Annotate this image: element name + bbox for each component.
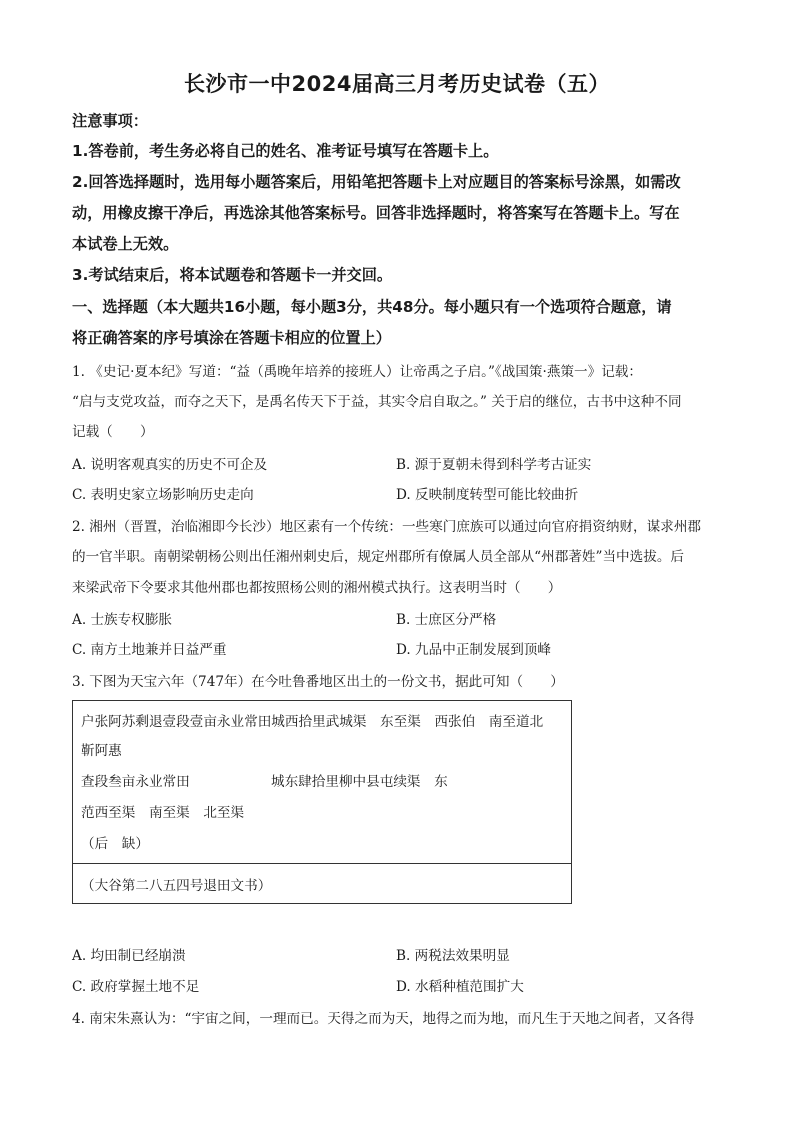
question-2-option-a: A. 士族专权膨胀 (72, 612, 173, 628)
question-1-option-d: D. 反映制度转型可能比较曲折 (396, 487, 579, 503)
question-2-line-3: 来梁武帝下令要求其他州郡也都按照杨公则的湘州模式执行。这表明当时（ ） (72, 580, 562, 596)
question-3-option-a: A. 均田制已经崩溃 (72, 948, 186, 964)
section-heading-line-2: 将正确答案的序号填涂在答题卡相应的位置上） (72, 329, 391, 347)
notice-heading: 注意事项： (72, 112, 148, 130)
question-1-line-3: 记载（ ） (72, 424, 154, 440)
question-4-line-1: 4. 南宋朱熹认为：“宇宙之间，一理而已。天得之而为天，地得之而为地，而凡生于天地之间者，又各得 (72, 1011, 695, 1027)
section-heading-line-1: 一、选择题（本大题共16小题，每小题3分，共48分。每小题只有一个选项符合题意，请 (72, 298, 672, 316)
question-2-line-1: 2. 湘州（晋置，治临湘即今长沙）地区素有一个传统：一些寒门庶族可以通过向官府捐资纳财，谋求州郡 (72, 519, 702, 535)
question-2-option-b: B. 士庶区分严格 (396, 612, 497, 628)
notice-item-2-line-3: 本试卷上无效。 (72, 235, 179, 253)
document-excerpt-box (72, 700, 572, 904)
question-1-line-2: “启与支党攻益，而夺之天下，是禹名传天下于益，其实令启自取之。” 关于启的继位，古书中这种不同 (72, 394, 682, 410)
notice-item-2-line-1: 2.回答选择题时，选用每小题答案后，用铅笔把答题卡上对应题目的答案标号涂黑，如需改 (72, 173, 681, 191)
document-row-5: （后 缺） (81, 836, 149, 852)
question-1-option-c: C. 表明史家立场影响历史走向 (72, 487, 254, 503)
document-row-3a: 查段叁亩永业常田 (81, 774, 190, 790)
question-3-option-d: D. 水稻种植范围扩大 (396, 979, 524, 995)
question-2-option-d: D. 九品中正制发展到顶峰 (396, 642, 551, 658)
question-1-option-b: B. 源于夏朝未得到科学考古证实 (396, 457, 592, 473)
document-row-2: 靳阿惠 (81, 743, 122, 759)
document-caption: （大谷第二八五四号退田文书） (81, 878, 272, 894)
document-row-1: 户张阿苏剩退壹段壹亩永业常田城西拾里武城渠 东至渠 西张伯 南至道北 (81, 714, 544, 730)
document-row-3b: 城东肆拾里柳中县屯续渠 东 (271, 774, 448, 790)
question-1-option-a: A. 说明客观真实的历史不可企及 (72, 457, 268, 473)
question-3-option-b: B. 两税法效果明显 (396, 948, 510, 964)
question-3-line-1: 3. 下图为天宝六年（747年）在今吐鲁番地区出土的一份文书，据此可知（ ） (72, 674, 564, 690)
notice-item-2-line-2: 动，用橡皮擦干净后，再选涂其他答案标号。回答非选择题时，将答案写在答题卡上。写在 (72, 204, 680, 222)
notice-item-3: 3.考试结束后，将本试题卷和答题卡一并交回。 (72, 266, 393, 284)
notice-item-1: 1.答卷前，考生务必将自己的姓名、准考证号填写在答题卡上。 (72, 142, 499, 160)
document-divider (73, 863, 571, 864)
page-title: 长沙市一中2024届高三月考历史试卷（五） (184, 72, 610, 96)
question-2-option-c: C. 南方土地兼并日益严重 (72, 642, 227, 658)
question-1-line-1: 1. 《史记·夏本纪》写道：“益（禹晚年培养的接班人）让帝禹之子启。”《战国策·燕策一》记载： (72, 364, 642, 380)
question-2-line-2: 的一官半职。南朝梁朝杨公则出任湘州刺史后，规定州郡所有僚属人员全部从“州郡著姓”当中选拔。后 (72, 549, 685, 565)
document-row-4: 范西至渠 南至渠 北至渠 (81, 805, 245, 821)
question-3-option-c: C. 政府掌握土地不足 (72, 979, 200, 995)
